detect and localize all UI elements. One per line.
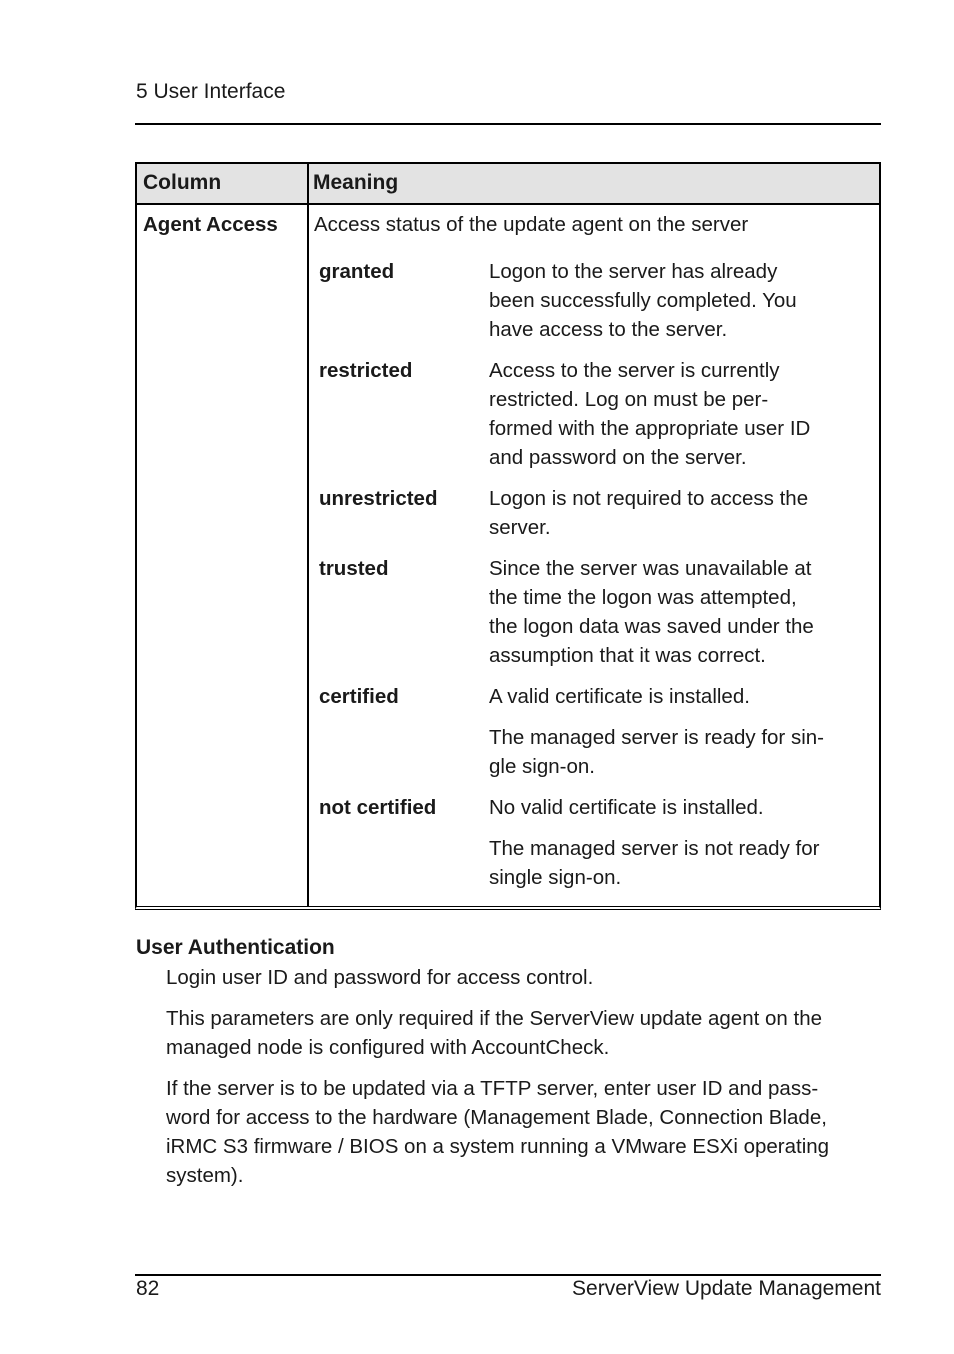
desc-line: gle sign-on. (489, 755, 595, 778)
desc-line: single sign-on. (489, 866, 622, 889)
term-certified: certified (319, 685, 399, 708)
desc-granted (489, 257, 869, 344)
term-not-certified: not certified (319, 796, 437, 819)
desc-line: A valid certificate is installed. (489, 685, 750, 708)
desc-line: Logon to the server has already (489, 260, 778, 283)
paragraph-line: word for access to the hardware (Management Blade, Connection Blade, (166, 1106, 827, 1129)
column-divider (307, 164, 309, 906)
desc-line: The managed server is ready for sin- (489, 726, 824, 749)
desc-line: restricted. Log on must be per- (489, 388, 769, 411)
paragraph-line: Login user ID and password for access control. (166, 966, 594, 989)
desc-line: server. (489, 516, 551, 539)
desc-line: the logon data was saved under the (489, 615, 814, 638)
desc-line: Access to the server is currently (489, 359, 780, 382)
paragraph (166, 1004, 886, 1062)
desc-line: have access to the server. (489, 318, 728, 341)
section-title: User Authentication (136, 936, 335, 959)
desc-line: and password on the server. (489, 446, 747, 469)
paragraph (166, 963, 886, 992)
desc-not-certified (489, 793, 869, 892)
column-meaning-table (135, 162, 881, 910)
desc-unrestricted (489, 484, 869, 542)
term-unrestricted: unrestricted (319, 487, 438, 510)
page-number: 82 (136, 1277, 160, 1300)
desc-line: formed with the appropriate user ID (489, 417, 811, 440)
paragraph-line: managed node is configured with AccountCheck. (166, 1036, 610, 1059)
desc-line: assumption that it was correct. (489, 644, 766, 667)
header-rule (135, 123, 881, 125)
chapter-title: 5 User Interface (136, 80, 286, 103)
paragraph-line: iRMC S3 firmware / BIOS on a system running a VMware ESXi operating (166, 1135, 830, 1158)
header-column: Column (143, 171, 222, 194)
desc-line: Logon is not required to access the (489, 487, 809, 510)
paragraph-line: system). (166, 1164, 244, 1187)
desc-line: No valid certificate is installed. (489, 796, 764, 819)
paragraph-line: This parameters are only required if the ServerView update agent on the (166, 1007, 822, 1030)
product-name: ServerView Update Management (572, 1277, 881, 1300)
row-label-agent-access: Agent Access (143, 213, 278, 236)
term-restricted: restricted (319, 359, 413, 382)
footer-rule (135, 1274, 881, 1276)
paragraph (166, 1074, 886, 1190)
table-header-row (137, 164, 879, 205)
term-granted: granted (319, 260, 395, 283)
desc-line: Since the server was unavailable at (489, 557, 812, 580)
paragraph-line: If the server is to be updated via a TFTP server, enter user ID and pass- (166, 1077, 819, 1100)
desc-line: the time the logon was attempted, (489, 586, 797, 609)
desc-trusted (489, 554, 869, 670)
desc-line: The managed server is not ready for (489, 837, 820, 860)
row-intro: Access status of the update agent on the server (314, 213, 749, 236)
term-trusted: trusted (319, 557, 389, 580)
header-meaning: Meaning (313, 171, 399, 194)
desc-certified (489, 682, 869, 781)
desc-line: been successfully completed. You (489, 289, 797, 312)
desc-restricted (489, 356, 869, 472)
